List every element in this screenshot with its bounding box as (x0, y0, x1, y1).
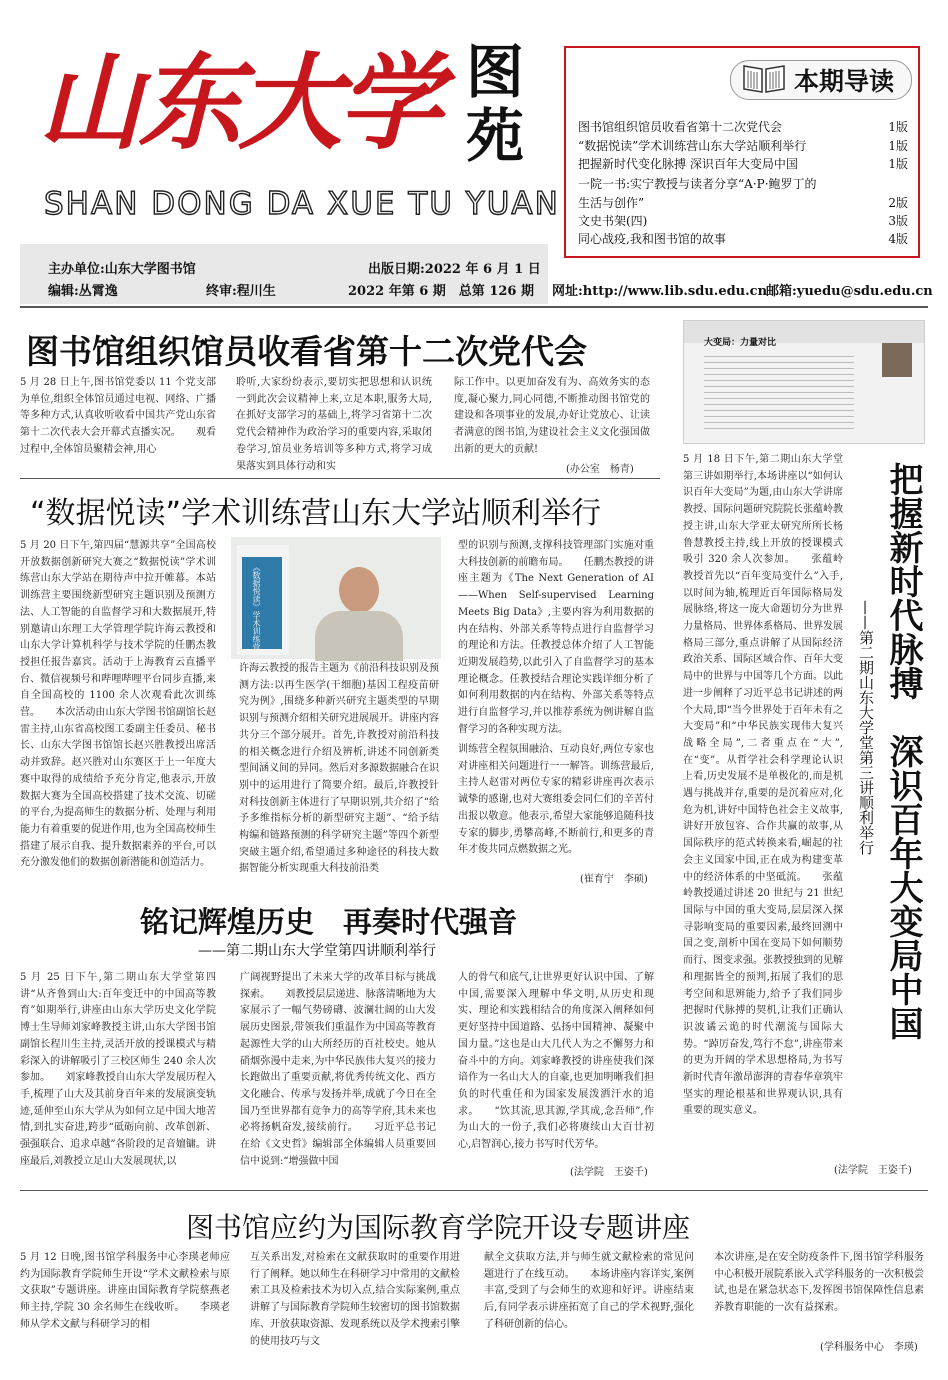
header-rule (20, 306, 928, 308)
guide-title: 本期导读 (794, 67, 895, 96)
article1-rule (20, 478, 660, 479)
issue-number: 2022 年第 6 期 总第 126 期 (348, 284, 534, 299)
article3-title: 把握新时代脉搏 深识百年大变局中国 (883, 462, 923, 1040)
website-link[interactable]: 网址:http://www.lib.sdu.edu.cn (552, 284, 768, 299)
article5-col1: 5 月 12 日晚,图书馆学科服务中心李瑛老师应约为国际教育学院师生开设“学术文献检索与原文获取”专题讲座。讲座由国际教育学院蔡燕老师主持,学院 30 余名师生在线收听。 李瑛老师从学术文献与科研学习的相 (20, 1252, 230, 1330)
email-link[interactable]: 邮箱:yuedu@sdu.edu.cn (766, 284, 933, 299)
host-unit: 主办单位:山东大学图书馆 (48, 262, 196, 277)
article1-col2: 聆听,大家纷纷表示,要切实把思想和认识统一到此次会议精神上来,立足本职,服务大局,在抓好支部学习的基础上,将学习省第十二次党代会精神作为政治学习的重要内容,采取闭卷学习,馆员业务培训等多种方式,将学习成果落实到具体行动和实 (236, 377, 432, 472)
masthead-title: 山东大学 (38, 41, 439, 164)
photo-caption: 《数据悦读》学术训练营 (252, 563, 261, 651)
article1-title: 图书馆组织馆员收看省第十二次党代会 (26, 332, 587, 371)
article3-signature: (法学院 王姿千) (834, 1165, 912, 1176)
masthead-tuyuan: 图苑 (466, 38, 525, 170)
article3-subtitle: ——第二期山东大学堂第三讲顺利举行 (857, 600, 875, 855)
article5-col3: 献全文获取方法,并与师生就文献检索的常见问题进行了在线互动。 本场讲座内容详实,案例丰富,受到了与会师生的欢迎和好评。讲座结束后,有同学表示讲座拓宽了自己的学术视野,强化了科研创新的信心。 (484, 1252, 694, 1330)
article5-title: 图书馆应约为国际教育学院开设专题讲座 (186, 1211, 691, 1244)
reviewer: 终审:程川生 (206, 284, 276, 299)
article4-col1: 5 月 25 日下午,第二期山东大学堂第四讲“从齐鲁到山大:百年变迁中的中国高等教育”如期举行,讲座由山东大学历史文化学院博士生导师刘家峰教授主讲,山东大学图书馆副馆长程川生主持,灵活开放的授课模式与精彩深入的讲解吸引了三校区师生 240 余人次参加。 刘家峰教授自山东大学发展历程入手,梳理了山大及其前身百年来的发展演变轨迹,延伸至山东大学从为如何立足中国大地苦情,到扎实奋进,跨步“砥砺向前、改革创新、强强联合、追求卓越”各阶段的足音嬗镛。讲座最后,刘教授立足山大发展现状,以 (20, 972, 216, 1167)
article5-col2: 互关系出发,对检索在文献获取时的重要作用进行了阐释。她以师生在科研学习中常用的文献检索工具及检索技术为切入点,结合实际案例,重点讲解了与国际教育学院师生较密切的图书馆数据库、开放获取资源、发现系统以及学术搜索引擎的使用技巧与文 (250, 1252, 460, 1347)
masthead-pinyin: SHAN DONG DA XUE TU YUAN (44, 186, 560, 222)
article1-col3: 际工作中。以更加奋发有为、高效务实的态度,凝心聚力,同心同德,不断推动图书馆党的建设和各项事业的发展,办好让党放心、让读者满意的图书馆,为建设社会主义文化强国做出新的更大的贡献! (454, 377, 650, 455)
article2-title: “数据悦读”学术训练营山东大学站顺利举行 (30, 496, 602, 531)
article4-col2: 广阔视野提出了未来大学的改革目标与挑战探索。 刘教授层层递进、脉落清晰地为大家展示了一幅气势磅礴、波澜壮阔的山大发展历史图景,带领我们重温作为中国高等教育起源性大学的山大所经历的百社校史。她从硝烟弥漫中走来,为中华民族伟大复兴的接力长跑做出了重要贡献,将优秀传统文化、西方文化融合、传承与发扬并举,成就了今日在全国乃至世界都有竞争力的高等学府,其未来也必将扬帆奋发,接续前行。 习近平总书记在给《文史哲》编辑部全体编辑人员重要回信中说到:“增强做中国 (240, 972, 436, 1167)
article2-col2: 许海云教授的报告主题为《前沿科技识别及预测方法:以再生医学(干细胞)基因工程疫苗研究为例》,围绕多种新兴研究主题类型的早期识别与预测介绍相关研究进展展开。讲座内容共分三个部分展开。首先,许教授对前沿科技的相关概念进行介绍及辨析,讲述不同创新类型间涵义间的异同。然后对多源数据融合在识别中的运用进行了简要介绍。最后,许教授针对科技创新主体进行了早期识别,共介绍了“给予多维指标分析的新型研究主题”、“给予结构编和链路预测的科学研究主题”等四个新型突破主题介绍,希望通过多种途径的科技大数据智能分析实现重大科技前沿类 (239, 663, 439, 875)
publish-date: 出版日期:2022 年 6 月 1 日 (368, 262, 541, 277)
article4-signature: (法学院 王姿千) (570, 1167, 648, 1178)
article2-col3a: 型的识别与预测,支撑科技管理部门实施对重大科技创新的前瞻布局。 任鹏杰教授的讲座主题为《The Next Generation of AI——When Self-supervised Learning Meets Big Data》,主要内容为利用数据的内在结构、外部关系等特点进行自监督学习的理论和方法。任教授总体介绍了人工智能近期发展趋势,以此引入了自监督学习的基本理论概念。任教授结合理论实践详细分析了如何利用数据的内在结构、外部关系等特点进行自监督学习,并以推荐系统为例讲解自监督学习的各种实现方法。 (458, 540, 654, 735)
article4-subtitle: ——第二期山东大学堂第四讲顺利举行 (198, 943, 436, 959)
article3-col1b (683, 945, 925, 1100)
article4-rule (20, 1190, 928, 1191)
slide-title: 大变局：力量对比 (704, 338, 777, 348)
article5-col4: 本次讲座,是在安全防疫条件下,图书馆学科服务中心积极开展院系嵌入式学科服务的一次积极尝试,也是在紧急状态下,发挥图书馆保障性信息素养教育职能的一次有益探索。 (714, 1252, 924, 1314)
article2-col1: 5 月 20 日下午,第四届“慧源共享”全国高校开放数据创新研究大赛之“数据悦读”学术训练营山东大学站在期待声中拉开帷幕。本站训练营主要围绕新型研究主题识别及预测方法、人工智能的自监督学习和大数据展开,特别邀请山东理工大学管理学院许海云教授和山东大学计算机科学与技术学院的任鹏杰教授担任报告嘉宾。活动于上海教育云直播平台、微信视频号和哔哩哔哩平台同步直播,来自全国高校的 1100 余人次观看此次训练营。 本次活动由山东大学图书馆副馆长赵雷主持,山东省高校图工委副主任委员、秘书长、山东大学图书馆馆长赵兴胜教授出席活动并致辞。赵兴胜对山东赛区于上一年度大赛中取得的成绩给予充分肯定,他表示,开放数据大赛为全国高校搭建了技术交流、切磋的平台,为提高师生的数据分析、处理与利用能力有着重要的促进作用,也为全国高校师生搭建了展示自我、提升数据素养的平台,可以充分激发他们的数据创新潜能和创造活力。 (20, 540, 216, 869)
article4-col3: 人的骨气和底气,让世界更好认识中国、了解中国,需要深入理解中华文明,从历史和现实、理论和实践相结合的角度深入阐释如何更好坚持中国道路、弘扬中国精神、凝聚中国力量。”这也是山大几代人为之不懈努力和奋斗中的方向。刘家峰教授的讲座使我们深谙作为一名山大人的自豪,也更加明晰我们担负的时代重任和为国家发展泼洒汗水的追求。 “饮其流,思其源,学其成,念吾师”,作为山大的一份子,我们必将赓续山大百廿初心,启智润心,接力书写时代芳华。 (458, 972, 654, 1151)
editor: 编辑:丛霄逸 (48, 284, 118, 299)
article2-signature: (崔育宁 李硕) (580, 874, 648, 885)
article2-col3b: 训练营全程氛围融洽、互动良好,两位专家也对讲座相关问题进行一一解答。训练营最后,主持人赵雷对两位专家的精彩讲座再次表示诚挚的感谢,也对大赛组委会同仁们的辛苦付出报以敬意。他表示,希望大家能够追随科技专家的脚步,勇攀高峰,不断前行,和更多的青年才俊共同点燃数据之光。 (458, 744, 654, 856)
lecture-photo (231, 537, 441, 659)
article3-col1a: 5 月 18 日下午,第二期山东大学堂第三讲如期举行,本场讲座以“如何认识百年大变局”为题,由山东大学讲席教授、国际问题研究院院长张蕴岭教授主讲,山东大学亚太研究所所长杨鲁慧教授主持,线上开放的授课模式吸引 320 余人次参加。 张蕴岭教授首先以“百年变局变什么”入手,以时间为轴,梳理近百年国际格局发展脉络,将这一庞大命题切分为世界力量格局、世界体系格局、世界发展格局三部分,重点讲解了从国际经济政治关系、国际区域合作、百年大变局中的世界与中国等几个方面。以此进一步阐释了习近平总书记讲述的两个大局,即“当今世界处于百年未有之大变局”和“中华民族实现伟大复兴战略全局”,二者重点在“大”,在“变”。从哲学社会科学理论认识上看,历史发展不是单极化的,而是机遇与挑战并存,重要的是沉着应对,化危为机,讲好中国特色社会主义故事,讲好开放包容、合作共赢的故事,从国际秩序的范式转换来看,崛起的社会主义国家中国,正在成为构建变革中的经济体系的中坚砥流。 张蕴岭教授通过讲述 20 世纪与 21 世纪国际与中国的重大变局,层层深入探寻影响变局的重要因素,最终回溯中国之变,剖析中国在变局下如何顺势而行、图变求强。张教授独到的见解和理据皆全的预判,拓展了我们的思考空间和思辨能力,给予了我们同步把握时代脉搏的契机,让我们正确认识波谲云诡的时代潮流与国际大势。“踔厉奋发,笃行不怠”,讲座带来的更为开阔的学术思想格局,为书写新时代青年激昂澎湃的青春华章筑牢坚实的理论根基和世界观认识,具有重要的现实意义。 (683, 454, 843, 1117)
article1-col1: 5 月 28 日上午,图书馆党委以 11 个党支部为单位,组织全体馆员通过电视、网络、广播等多种方式,认真收听收看中国共产党山东省第十二次代表大会开幕式直播实况。 观看过程中,全体馆员聚精会神,用心 (20, 377, 216, 455)
article5-signature: (学科服务中心 李瑛) (820, 1342, 918, 1353)
article1-signature: (办公室 杨青) (566, 464, 634, 475)
slide-photo (683, 320, 925, 444)
article4-title: 铭记辉煌历史 再奏时代强音 (140, 905, 518, 939)
book-icon (740, 60, 788, 96)
